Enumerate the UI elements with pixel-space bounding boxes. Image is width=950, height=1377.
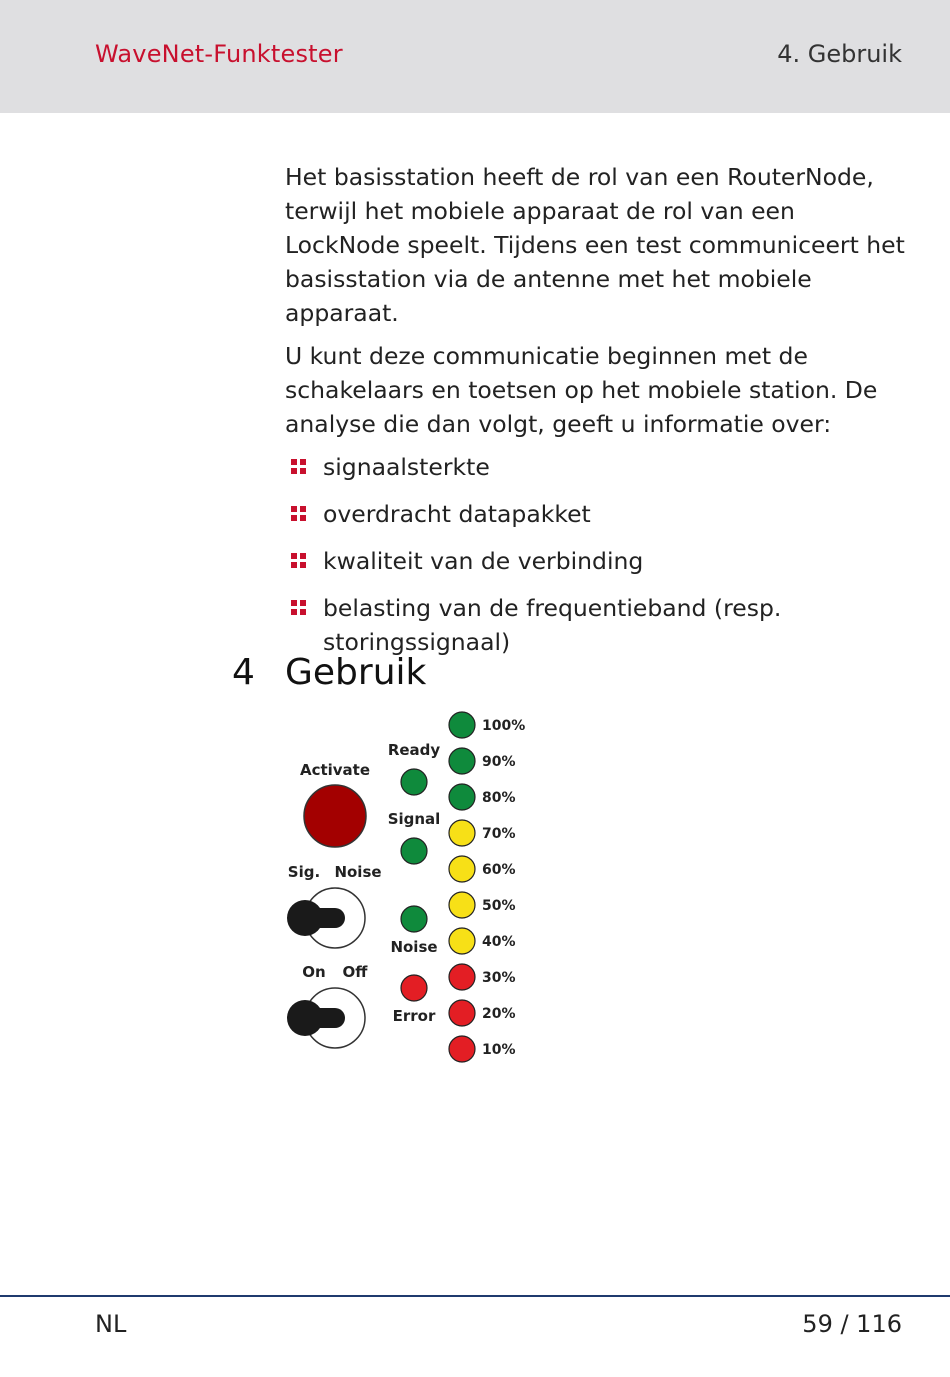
level-led-label: 60% bbox=[482, 862, 516, 878]
level-led-label: 70% bbox=[482, 826, 516, 842]
level-led bbox=[449, 748, 475, 774]
grid-bullet-icon bbox=[291, 506, 306, 521]
section-title: Gebruik bbox=[285, 652, 427, 693]
level-led-label: 100% bbox=[482, 718, 526, 734]
status-led-noise bbox=[401, 906, 427, 932]
grid-bullet-icon bbox=[291, 553, 306, 568]
status-led-label: Signal bbox=[387, 810, 441, 828]
level-led-label: 90% bbox=[482, 754, 516, 770]
level-led-label: 30% bbox=[482, 970, 516, 986]
level-led-label: 80% bbox=[482, 790, 516, 806]
list-item bbox=[285, 450, 915, 484]
level-led bbox=[449, 712, 475, 738]
level-led-label: 40% bbox=[482, 934, 516, 950]
switch2-right-label: Off bbox=[342, 963, 368, 981]
chapter-title: 4. Gebruik bbox=[777, 40, 902, 68]
level-led bbox=[449, 928, 475, 954]
paragraph-2: U kunt deze communicatie beginnen met de schakelaars en toetsen op het mobiele station. De analyse die dan volgt, geeft u informatie over: bbox=[285, 342, 878, 438]
status-led-label: Noise bbox=[390, 938, 438, 956]
list-item-text: kwaliteit van de verbinding bbox=[323, 547, 644, 575]
status-led-signal bbox=[401, 838, 427, 864]
footer-divider bbox=[0, 1295, 950, 1297]
level-led bbox=[449, 892, 475, 918]
list-item bbox=[285, 591, 915, 659]
status-led-label: Error bbox=[392, 1007, 436, 1025]
switch1-right-label: Noise bbox=[334, 863, 382, 881]
level-led bbox=[449, 820, 475, 846]
status-led-label: Ready bbox=[387, 741, 441, 759]
activate-label: Activate bbox=[299, 761, 371, 779]
sig-noise-toggle-switch bbox=[287, 888, 365, 948]
grid-bullet-icon bbox=[291, 459, 306, 474]
level-led bbox=[449, 964, 475, 990]
level-led bbox=[449, 1000, 475, 1026]
list-item-text: overdracht datapakket bbox=[323, 500, 591, 528]
level-led bbox=[449, 1036, 475, 1062]
main-content bbox=[285, 160, 915, 672]
status-led-group bbox=[388, 741, 441, 1025]
list-item-text: belasting van de frequentieband (resp. storingssignaal) bbox=[323, 594, 782, 656]
brand-title: WaveNet-Funktester bbox=[95, 40, 343, 68]
level-led-group bbox=[449, 712, 525, 1062]
level-led bbox=[449, 784, 475, 810]
level-led-label: 20% bbox=[482, 1006, 516, 1022]
footer-page-number: 59 / 116 bbox=[802, 1310, 902, 1338]
list-item bbox=[285, 497, 915, 531]
list-item bbox=[285, 544, 915, 578]
level-led-label: 50% bbox=[482, 898, 516, 914]
status-led-error bbox=[401, 975, 427, 1001]
info-list bbox=[285, 450, 915, 659]
switch1-left-label: Sig. bbox=[287, 863, 321, 881]
level-led-label: 10% bbox=[482, 1042, 516, 1058]
status-led-ready bbox=[401, 769, 427, 795]
switch2-left-label: On bbox=[302, 963, 326, 981]
list-item-text: signaalsterkte bbox=[323, 453, 490, 481]
level-led bbox=[449, 856, 475, 882]
on-off-toggle-switch bbox=[287, 988, 365, 1048]
section-heading bbox=[232, 652, 426, 693]
device-panel-figure bbox=[280, 705, 540, 1070]
footer-language: NL bbox=[95, 1310, 127, 1338]
page-header bbox=[0, 0, 950, 113]
paragraph-1: Het basisstation heeft de rol van een RouterNode, terwijl het mobiele apparaat de rol van een LockNode speelt. Tijdens een test communiceert het basisstation via de antenne met het mobiele apparaat. bbox=[285, 163, 905, 327]
section-number: 4 bbox=[232, 652, 255, 693]
activate-button bbox=[304, 785, 366, 847]
grid-bullet-icon bbox=[291, 600, 306, 615]
